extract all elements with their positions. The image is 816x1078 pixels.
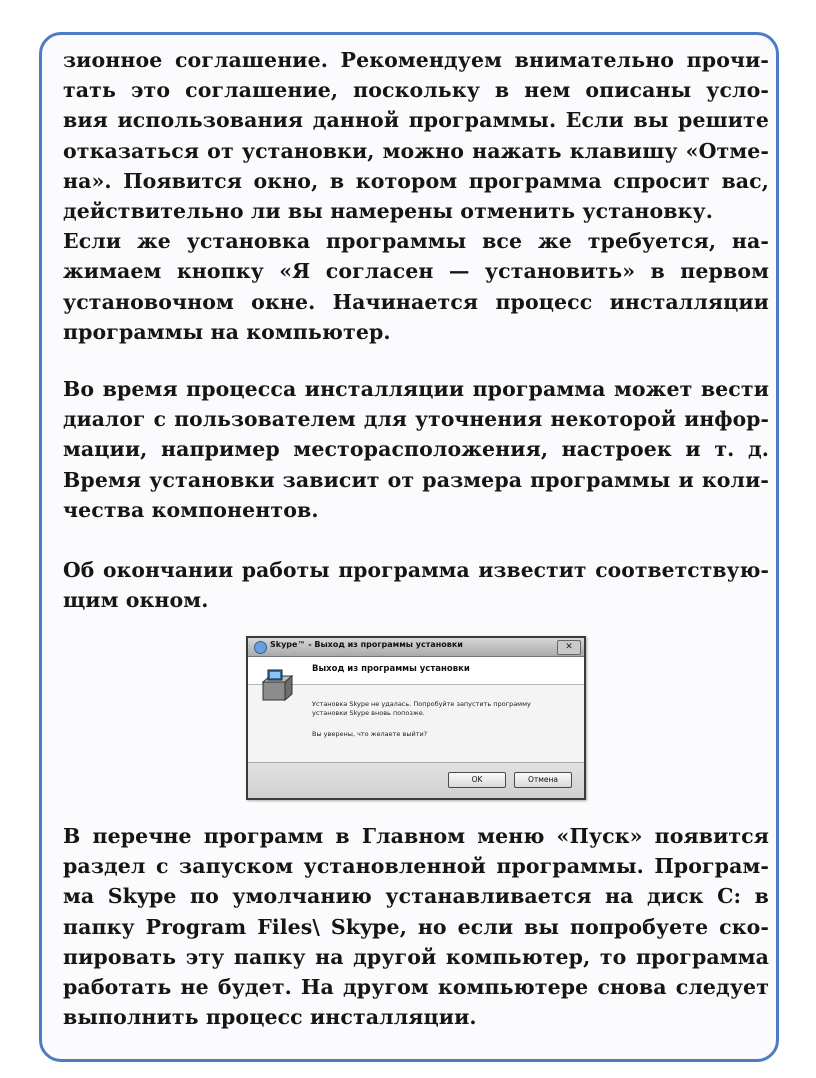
text-line: ма Skype по умолчанию устанавливается на диск C: в (63, 884, 769, 909)
paragraph-start-menu (63, 821, 769, 1032)
text-line: установочном окне. Начинается процесс инсталляции (63, 289, 769, 314)
paragraph-installation-dialog (63, 374, 769, 525)
text-line: В перечне программ в Главном меню «Пуск» появится (63, 824, 769, 848)
text-line: папку Program Files\ Skype, но если вы попробуете ско- (63, 914, 769, 939)
cancel-button[interactable]: Отмена (514, 772, 572, 788)
dialog-title: Skype™ - Выход из программы установки (270, 640, 463, 649)
text-line: щим окном. (63, 588, 209, 613)
text-line: Об окончании работы программа известит соответствую- (63, 558, 769, 582)
text-line: мации, например месторасположения, настроек и т. д. (63, 437, 769, 462)
ok-button[interactable]: OK (448, 772, 506, 788)
text-line: выполнить процесс инсталляции. (63, 1005, 477, 1030)
text-line: отказаться от установки, можно нажать клавишу «Отме- (63, 138, 769, 163)
dialog-heading: Выход из программы установки (312, 664, 470, 674)
text-line: пировать эту папку на другой компьютер, то программа (63, 944, 769, 969)
computer-box-icon (260, 668, 296, 704)
paragraph-completion (63, 555, 769, 615)
skype-app-icon (254, 641, 267, 654)
dialog-message: Установка Skype не удалась. Попробуйте запустить программу установки Skype вновь попозже. (312, 700, 531, 717)
text-line: жимаем кнопку «Я согласен — установить» в первом (63, 259, 769, 284)
text-line: работать не будет. На другом компьютере снова следует (63, 974, 769, 999)
text-line: Во время процесса инсталляции программа может вести (63, 377, 769, 401)
text-line: диалог с пользователем для уточнения некоторой инфор- (63, 407, 769, 432)
paragraph-agreement (63, 45, 769, 347)
text-line: Если же установка программы все же требуется, на- (63, 229, 769, 254)
text-line: программы на компьютер. (63, 319, 391, 344)
text-line: действительно ли вы намерены отменить установку. (63, 198, 713, 223)
dialog-question: Вы уверены, что желаете выйти? (312, 730, 428, 738)
text-line: чества компонентов. (63, 497, 319, 522)
exit-setup-dialog-screenshot (246, 636, 586, 800)
text-line: Время установки зависит от размера программы и коли- (63, 467, 769, 492)
close-button[interactable]: ✕ (557, 640, 581, 655)
text-line: вия использования данной программы. Если вы решите (63, 108, 769, 133)
text-line: раздел с запуском установленной программы. Програм- (63, 854, 769, 879)
text-line: на». Появится окно, в котором программа спросит вас, (63, 168, 769, 193)
text-line: зионное соглашение. Рекомендуем внимательно прочи- (63, 48, 769, 72)
text-line: тать это соглашение, поскольку в нем описаны усло- (63, 78, 769, 103)
